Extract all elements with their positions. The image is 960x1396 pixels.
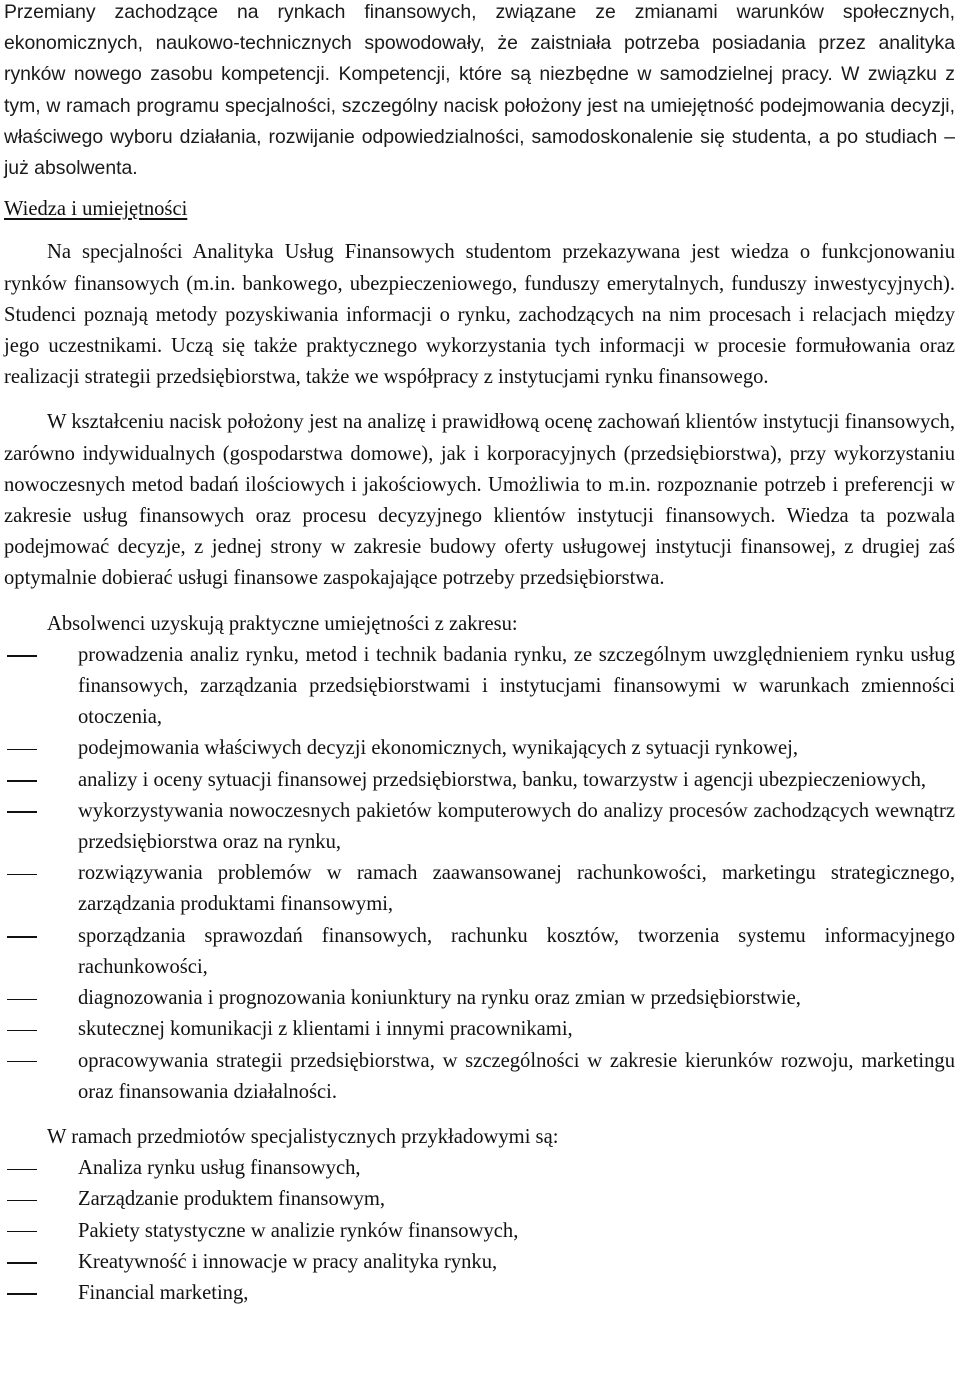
- list-item: [4, 1278, 955, 1309]
- education-paragraph: W kształceniu nacisk położony jest na analizę i prawidłową ocenę zachowań klientów instytucji finansowych, zarówno indywidualnych (gospodarstwa domowe), jak i korporacyjnych (przedsiębiorstwa), przy wykorzystaniu nowoczesnych metod badań ilościowych i jakościowych. Umożliwia to m.in. rozpoznanie potrzeb i preferencji w zakresie usług finansowych oraz procesu decyzyjnego klientów instytucji finansowych. Wiedza ta pozwala podejmować decyzje, z jednej strony w zakresie budowy oferty usługowej instytucji finansowej, z drugiej zaś optymalnie dobierać usługi finansowe zaspokajające potrzeby przedsiębiorstwa.: [4, 411, 955, 590]
- skills-lead: Absolwenci uzyskują praktyczne umiejętności z zakresu:: [47, 612, 518, 635]
- list-item-text: prowadzenia analiz rynku, metod i technik badania rynku, ze szczególnym uwzględnieniem rynku usług finansowych, zarządzania przedsiębiorstwami i instytucjami finansowymi w warunkach zmienności otoczenia,: [78, 643, 955, 729]
- subjects-list: [4, 1153, 955, 1309]
- list-item-text: Pakiety statystyczne w analizie rynków finansowych,: [78, 1219, 519, 1242]
- list-item: [4, 921, 955, 983]
- list-item: [4, 858, 955, 920]
- list-item: [4, 796, 955, 858]
- list-item: [4, 1247, 955, 1278]
- list-item-text: Kreatywność i innowacje w pracy analityka rynku,: [78, 1250, 498, 1273]
- list-item: [4, 1216, 955, 1247]
- section-heading: Wiedza i umiejętności: [4, 198, 188, 221]
- list-item-text: Zarządzanie produktem finansowym,: [78, 1188, 386, 1211]
- skills-list: [4, 640, 955, 1108]
- list-item: [4, 1153, 955, 1184]
- list-item: [4, 765, 955, 796]
- list-item-text: opracowywania strategii przedsiębiorstwa, w szczególności w zakresie kierunków rozwoju, marketingu oraz finansowania działalności.: [78, 1049, 955, 1103]
- list-item-text: Analiza rynku usług finansowych,: [78, 1157, 361, 1180]
- list-item-text: analizy i oceny sytuacji finansowej przedsiębiorstwa, banku, towarzystw i agencji ubezpieczeniowych,: [78, 768, 927, 791]
- list-item: [4, 1014, 955, 1045]
- list-item-text: wykorzystywania nowoczesnych pakietów komputerowych do analizy procesów zachodzących wewnątrz przedsiębiorstwa oraz na rynku,: [78, 799, 955, 854]
- list-item-text: diagnozowania i prognozowania koniunktury na rynku oraz zmian w przedsiębiorstwie,: [78, 987, 801, 1010]
- list-item: [4, 1046, 955, 1108]
- list-item-text: skutecznej komunikacji z klientami i innymi pracownikami,: [78, 1018, 573, 1041]
- list-item-text: podejmowania właściwych decyzji ekonomicznych, wynikających z sytuacji rynkowej,: [78, 737, 798, 760]
- subjects-lead: W ramach przedmiotów specjalistycznych przykładowymi są:: [47, 1125, 559, 1148]
- list-item: [4, 1184, 955, 1215]
- list-item-text: rozwiązywania problemów w ramach zaawansowanej rachunkowości, marketingu strategicznego, zarządzania produktami finansowymi,: [78, 862, 955, 916]
- list-item: [4, 733, 955, 764]
- intro-paragraph: Przemiany zachodzące na rynkach finansowych, związane ze zmianami warunków społecznych, ekonomicznych, naukowo-technicznych spowodowały, że zaistniała potrzeba posiadania przez analityka rynków nowego zasobu kompetencji. Kompetencji, które są niezbędne w samodzielnej pracy. W związku z tym, w ramach programu specjalności, szczególny nacisk położony jest na umiejętność podejmowania decyzji, właściwego wyboru działania, rozwijanie odpowiedzialności, samodoskonalenie się studenta, a po studiach – już absolwenta.: [4, 1, 955, 180]
- knowledge-paragraph: Na specjalności Analityka Usług Finansowych studentom przekazywana jest wiedza o funkcjonowaniu rynków finansowych (m.in. bankowego, ubezpieczeniowego, funduszy emerytalnych, funduszy inwestycyjnych). Studenci poznają metody pozyskiwania informacji o rynku, zachodzących na nim procesach i relacjach między jego uczestnikami. Uczą się także praktycznego wykorzystania tych informacji w procesie formułowania oraz realizacji strategii przedsiębiorstwa, także we współpracy z instytucjami rynku finansowego.: [4, 241, 955, 389]
- list-item-text: Financial marketing,: [78, 1281, 249, 1304]
- list-item-text: sporządzania sprawozdań finansowych, rachunku kosztów, tworzenia systemu informacyjnego rachunkowości,: [78, 924, 955, 978]
- list-item: [4, 640, 955, 734]
- list-item: [4, 983, 955, 1014]
